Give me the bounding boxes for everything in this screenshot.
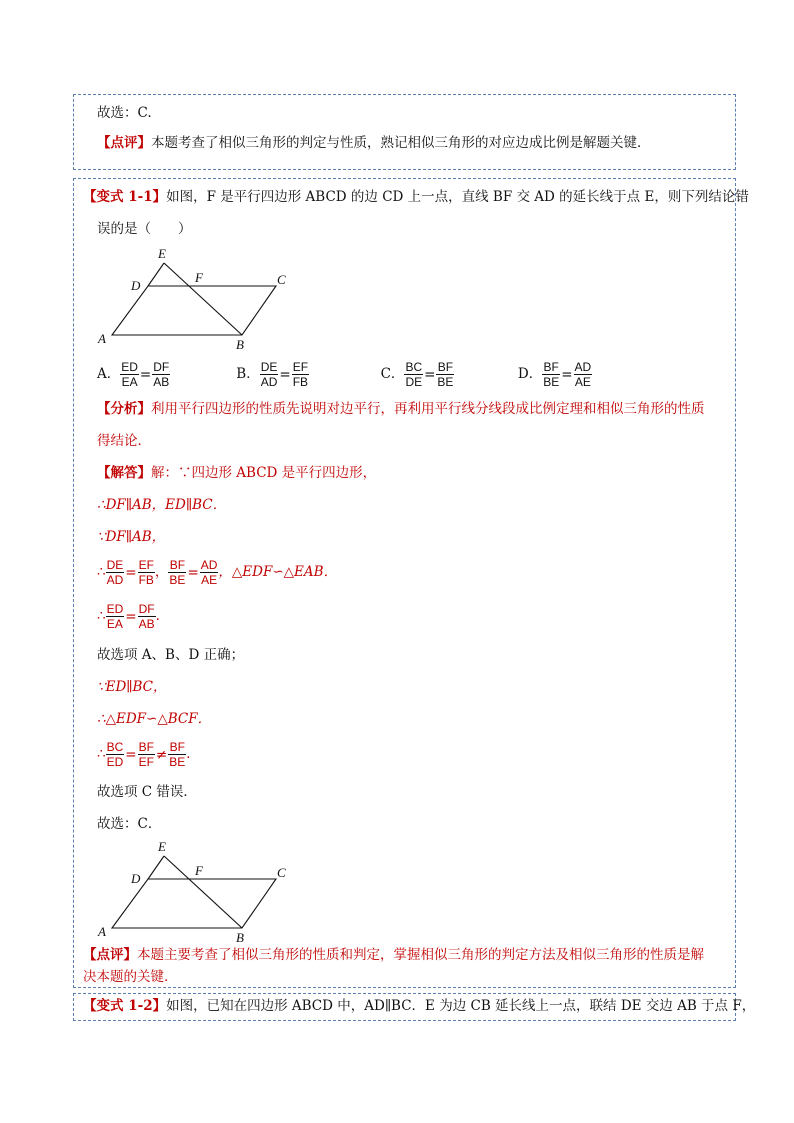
parallelogram-figure-2 <box>92 833 302 948</box>
option-b[interactable]: B． $\frac{DE}{AD}$ = $\frac{EF}{FB}$ <box>236 360 309 389</box>
choice-line: 故选：C. <box>97 105 152 121</box>
comment-text-2a: 本题主要考查了相似三角形的性质和判定，掌握相似三角形的判定方法及相似三角形的性质是解 <box>137 947 704 963</box>
solution-line-choose: 故选：C． <box>97 816 162 832</box>
question-line-1 <box>83 188 749 206</box>
analysis-text-1: 利用平行四边形的性质先说明对边平行，再利用平行线分线段成比例定理和相似三角形的性质 <box>151 401 705 417</box>
solution-line-1 <box>97 464 376 482</box>
option-c[interactable]: C． $\frac{BC}{DE}$ = $\frac{BF}{BE}$ <box>380 360 454 389</box>
comment-line-2a <box>83 946 704 964</box>
label-A: A <box>98 924 106 939</box>
label-C: C <box>277 272 286 287</box>
solution-fraction-line-2: ∴ $\frac{ED}{EA}$ = $\frac{DF}{AB}$ ． <box>97 602 170 631</box>
label-F: F <box>195 270 203 285</box>
comment-tag-2: 【点评】 <box>83 947 137 963</box>
solution-fraction-line-3: ∴ $\frac{BC}{ED}$ = $\frac{BF}{EF}$ ≠ $\frac{BF}{BE}$ ． <box>97 740 200 769</box>
comment-line-2b: 决本题的关键． <box>83 969 178 985</box>
solution-line-2: ∴DF∥AB，ED∥BC． <box>97 497 227 513</box>
variant-tag: 【变式 1-1】 <box>83 189 167 205</box>
solution-line-abd: 故选项 A、B、D 正确； <box>97 647 245 663</box>
label-B: B <box>236 930 244 945</box>
label-F: F <box>195 863 203 878</box>
comment-tag: 【点评】 <box>97 135 151 151</box>
parallelogram-figure-1 <box>92 240 302 355</box>
question-line-2: 误的是（ ） <box>97 221 192 237</box>
solution-line-sim: ∴△EDF∽△BCF． <box>97 711 212 727</box>
answer-tag: 【解答】 <box>97 465 151 481</box>
options-row <box>97 357 592 391</box>
answer-block-1 <box>73 94 736 170</box>
label-A: A <box>98 331 106 346</box>
label-E: E <box>158 839 166 854</box>
option-a[interactable]: A． $\frac{ED}{EA}$ = $\frac{DF}{AB}$ <box>97 360 170 389</box>
option-d[interactable]: D． $\frac{BF}{BE}$ = $\frac{AD}{AE}$ <box>517 360 592 389</box>
solution-line-c-wrong: 故选项 C 错误． <box>97 784 197 800</box>
analysis-line-1 <box>97 400 705 418</box>
label-C: C <box>277 865 286 880</box>
label-B: B <box>236 337 244 352</box>
question-text-variant-1-2: 如图，已知在四边形 ABCD 中，AD∥BC．E 为边 CB 延长线上一点，联结 DE 交边 AB 于点 F， <box>166 998 756 1014</box>
analysis-tag: 【分析】 <box>97 401 151 417</box>
comment-text: 本题考查了相似三角形的判定与性质，熟记相似三角形的对应边成比例是解题关键． <box>151 135 651 151</box>
label-D: D <box>131 871 141 886</box>
question-text-1: 如图，F 是平行四边形 ABCD 的边 CD 上一点，直线 BF 交 AD 的延长线于点 E，则下列结论错 <box>166 189 749 205</box>
solution-fraction-line-1: ∴ $\frac{DE}{AD}$ = $\frac{EF}{FB}$ ， $\frac{BF}{BE}$ = $\frac{AD}{AE}$ ，△EDF∽△EAB． <box>97 558 338 587</box>
solution-line-edbc: ∵ED∥BC， <box>97 679 167 695</box>
comment-line <box>97 134 651 152</box>
label-D: D <box>131 278 141 293</box>
analysis-line-2: 得结论． <box>97 433 151 449</box>
variant-tag-2: 【变式 1-2】 <box>83 998 167 1014</box>
question-line-variant-1-2 <box>83 997 755 1015</box>
solution-line-3: ∵DF∥AB， <box>97 529 166 545</box>
solution-text-1: 解：∵四边形 ABCD 是平行四边形， <box>151 465 377 481</box>
label-E: E <box>158 246 166 261</box>
